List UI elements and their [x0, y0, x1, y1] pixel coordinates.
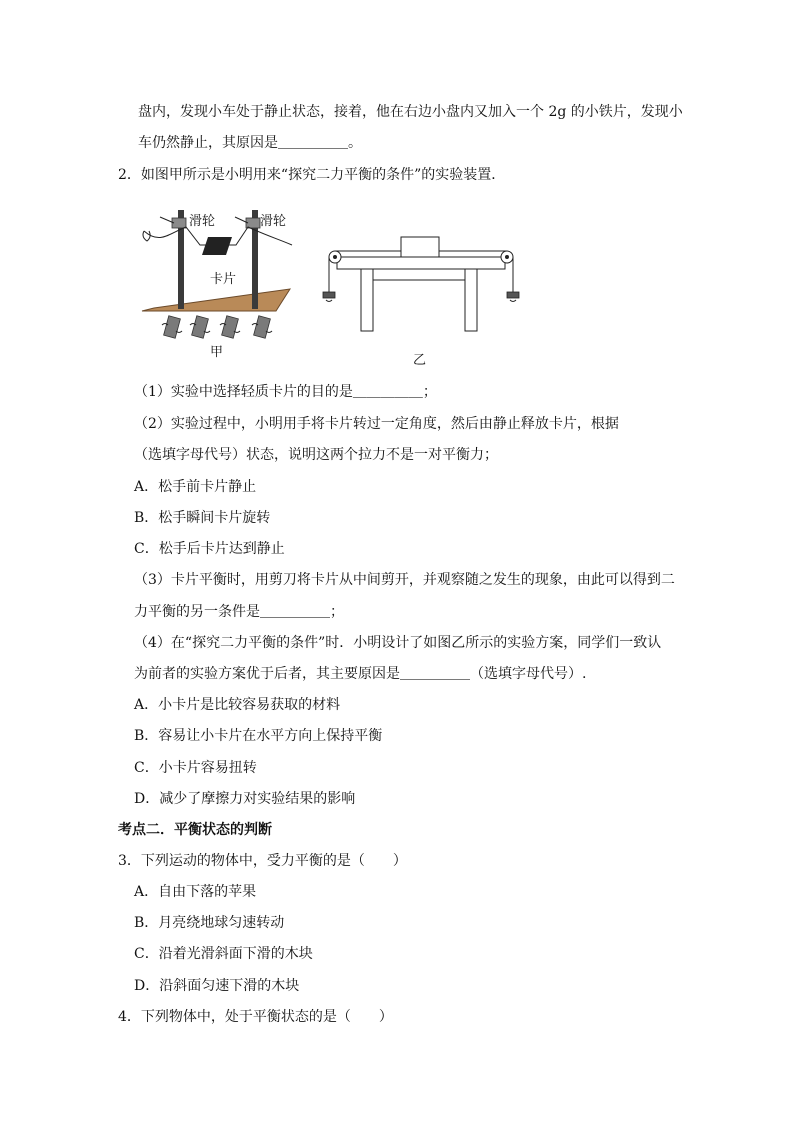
pulley-left-label: 滑轮 [189, 214, 216, 229]
option-b: B．月亮绕地球匀速转动 [134, 915, 285, 931]
option-c: C．小卡片容易扭转 [134, 760, 257, 776]
option-b: B．容易让小卡片在水平方向上保持平衡 [134, 728, 383, 744]
text-line: 盘内，发现小车处于静止状态，接着，他在右边小盘内又加入一个 2g 的小铁片，发现小 [138, 104, 683, 120]
sub-question-3-cont: 力平衡的另一条件是＿＿＿＿＿； [134, 604, 344, 620]
option-c: C．沿着光滑斜面下滑的木块 [134, 946, 313, 962]
option-a: A．小卡片是比较容易获取的材料 [134, 697, 341, 713]
option-a: A．自由下落的苹果 [134, 884, 257, 900]
question-2-stem: 2．如图甲所示是小明用来“探究二力平衡的条件”的实验装置． [118, 167, 506, 183]
section-heading: 考点二．平衡状态的判断 [118, 822, 272, 838]
option-d: D．沿斜面匀速下滑的木块 [134, 978, 300, 994]
sub-question-4: （4）在“探究二力平衡的条件”时．小明设计了如图乙所示的实验方案，同学们一致认 [134, 635, 662, 651]
sub-question-2-cont: （选填字母代号）状态，说明这两个拉力不是一对平衡力； [134, 447, 498, 463]
option-a: A．松手前卡片静止 [134, 479, 257, 495]
figure-jia-caption: 甲 [210, 345, 224, 360]
sub-question-2: （2）实验过程中，小明用手将卡片转过一定角度，然后由静止释放卡片，根据 [134, 416, 619, 432]
option-d: D．减少了摩擦力对实验结果的影响 [134, 791, 356, 807]
sub-question-3: （3）卡片平衡时，用剪刀将卡片从中间剪开，并观察随之发生的现象，由此可以得到二 [134, 572, 675, 588]
text-line: 车仍然静止，其原因是＿＿＿＿＿。 [138, 135, 362, 151]
sub-question-1: （1）实验中选择轻质卡片的目的是＿＿＿＿＿； [134, 384, 437, 400]
pulley-right-label: 滑轮 [260, 214, 287, 229]
figure-yi [315, 228, 535, 338]
question-4-stem: 4．下列物体中，处于平衡状态的是（ ） [118, 1009, 393, 1025]
figure-yi-caption: 乙 [413, 353, 427, 368]
sub-question-4-cont: 为前者的实验方案优于后者，其主要原因是＿＿＿＿＿（选填字母代号）. [134, 666, 587, 682]
option-b: B．松手瞬间卡片旋转 [134, 510, 271, 526]
option-c: C．松手后卡片达到静止 [134, 541, 285, 557]
question-3-stem: 3．下列运动的物体中，受力平衡的是（ ） [118, 853, 407, 869]
card-label: 卡片 [210, 272, 237, 287]
